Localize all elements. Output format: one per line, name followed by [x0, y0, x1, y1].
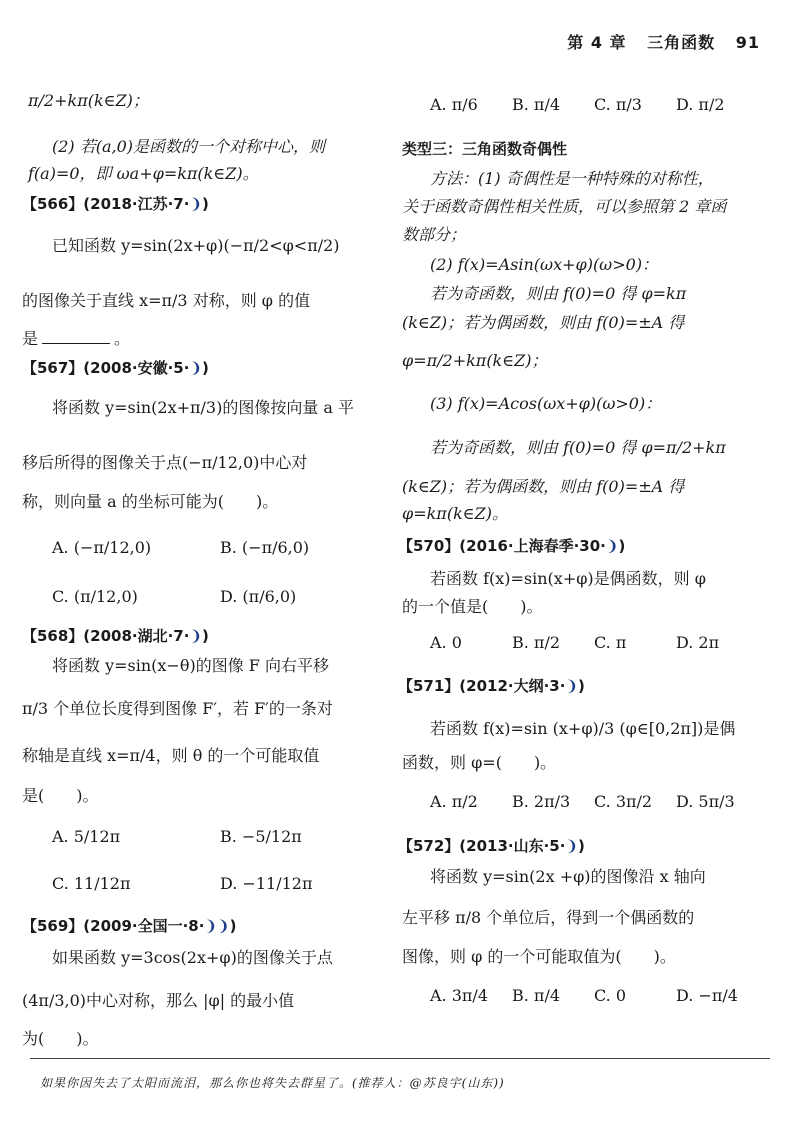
method-line: 若为奇函数，则由 f(0)=0 得 φ=π/2+kπ: [430, 438, 726, 457]
footer-quote: 如果你因失去了太阳而流泪，那么你也将失去群星了。(推荐人：@苏良宇(山东)): [40, 1076, 505, 1090]
question-close: ): [202, 627, 209, 645]
question-text: 的一个值是( )。: [402, 597, 543, 616]
method-line: φ=kπ(k∈Z)。: [402, 504, 508, 523]
question-text: 若函数 f(x)=sin (x+φ)/3 (φ∈[0,2π])是偶: [430, 719, 736, 738]
method-line: (k∈Z)；若为偶函数，则由 f(0)=±A 得: [402, 313, 685, 332]
solution-line: f(a)=0，即 ωa+φ=kπ(k∈Z)。: [28, 164, 259, 183]
question-text: 的图像关于直线 x=π/3 对称，则 φ 的值: [22, 291, 311, 310]
question-number: 【572】(2013·山东·5·: [398, 837, 566, 855]
question-text-end: 。: [114, 329, 131, 348]
question-text: 称，则向量 a 的坐标可能为( )。: [22, 492, 279, 511]
question-number: 【567】(2008·安徽·5·: [22, 359, 190, 377]
question-text: 将函数 y=sin(x−θ)的图像 F 向右平移: [52, 656, 329, 675]
difficulty-icon: ❩: [189, 195, 203, 213]
option-c: C. (π/12,0): [52, 587, 138, 606]
page-number: 91: [735, 33, 760, 52]
difficulty-icon: ❩: [189, 359, 203, 377]
option-d: D. (π/6,0): [220, 587, 297, 606]
method-line: 方法：(1) 奇偶性是一种特殊的对称性，: [430, 169, 714, 188]
question-close: ): [202, 359, 209, 377]
answer-blank: [42, 329, 110, 344]
solution-line: π/2+kπ(k∈Z)；: [28, 91, 149, 110]
option-d: D. π/2: [676, 95, 725, 114]
question-text-start: 是: [22, 329, 39, 348]
question-570-header: [398, 535, 625, 557]
chapter-title: 三角函数: [647, 33, 716, 52]
question-text: [22, 328, 130, 350]
option-c: C. 0: [594, 986, 627, 1005]
question-text: 称轴是直线 x=π/4，则 θ 的一个可能取值: [22, 746, 320, 765]
solution-line: (2) 若(a,0)是函数的一个对称中心，则: [52, 137, 326, 156]
option-c: C. 11/12π: [52, 874, 131, 893]
difficulty-icon: ❩: [605, 537, 619, 555]
method-line: (k∈Z)；若为偶函数，则由 f(0)=±A 得: [402, 477, 685, 496]
question-close: ): [202, 195, 209, 213]
option-b: B. 2π/3: [512, 792, 571, 811]
question-text: (4π/3,0)中心对称，那么 |φ| 的最小值: [22, 991, 295, 1010]
option-b: B. π/4: [512, 986, 561, 1005]
question-close: ): [618, 537, 626, 555]
option-a: A. (−π/12,0): [52, 538, 152, 557]
question-text: 是( )。: [22, 786, 99, 805]
question-number: 【566】(2018·江苏·7·: [22, 195, 190, 213]
question-572-header: [398, 835, 585, 857]
method-line: φ=π/2+kπ(k∈Z)；: [402, 351, 548, 370]
question-text: 若函数 f(x)=sin(x+φ)是偶函数，则 φ: [430, 569, 706, 588]
method-line: (2) f(x)=Asin(ωx+φ)(ω>0)：: [430, 255, 659, 274]
question-text: 移后所得的图像关于点(−π/12,0)中心对: [22, 453, 308, 472]
option-d: D. −11/12π: [220, 874, 313, 893]
method-line: (3) f(x)=Acos(ωx+φ)(ω>0)：: [430, 394, 662, 413]
method-line: 数部分；: [402, 225, 467, 244]
question-number: 【569】(2009·全国一·8·: [22, 917, 205, 935]
option-c: C. π: [594, 633, 627, 652]
difficulty-icon: ❩: [565, 837, 579, 855]
option-d: D. 2π: [676, 633, 720, 652]
question-569-header: [22, 915, 236, 937]
option-a: A. 0: [430, 633, 462, 652]
question-close: ): [229, 917, 237, 935]
difficulty-icon: ❩: [189, 627, 203, 645]
question-text: 函数，则 φ=( )。: [402, 753, 557, 772]
question-text: 图像，则 φ 的一个可能取值为( )。: [402, 947, 676, 966]
option-c: C. 3π/2: [594, 792, 653, 811]
option-a: A. π/2: [430, 792, 478, 811]
option-b: B. π/4: [512, 95, 561, 114]
page-header: [553, 30, 760, 53]
footer-divider: [30, 1058, 770, 1059]
difficulty-icon: ❩: [565, 677, 579, 695]
option-b: B. −5/12π: [220, 827, 302, 846]
difficulty-icon: ❩❩: [204, 917, 230, 935]
question-number: 【571】(2012·大纲·3·: [398, 677, 566, 695]
option-a: A. 3π/4: [430, 986, 488, 1005]
question-text: 将函数 y=sin(2x+π/3)的图像按向量 a 平: [52, 398, 355, 417]
question-566-header: [22, 193, 209, 215]
method-line: 关于函数奇偶性相关性质，可以参照第 2 章函: [402, 197, 727, 216]
option-c: C. π/3: [594, 95, 642, 114]
question-567-header: [22, 357, 209, 379]
question-text: 将函数 y=sin(2x +φ)的图像沿 x 轴向: [430, 867, 706, 886]
question-close: ): [578, 677, 585, 695]
question-text: 如果函数 y=3cos(2x+φ)的图像关于点: [52, 948, 333, 967]
option-b: B. (−π/6,0): [220, 538, 310, 557]
question-number: 【568】(2008·湖北·7·: [22, 627, 190, 645]
question-text: 已知函数 y=sin(2x+φ)(−π/2<φ<π/2): [52, 236, 340, 255]
question-text: π/3 个单位长度得到图像 F′，若 F′的一条对: [22, 699, 333, 718]
option-a: A. 5/12π: [52, 827, 121, 846]
question-568-header: [22, 625, 209, 647]
question-571-header: [398, 675, 585, 697]
option-b: B. π/2: [512, 633, 561, 652]
option-a: A. π/6: [430, 95, 478, 114]
question-text: 为( )。: [22, 1029, 99, 1048]
option-d: D. 5π/3: [676, 792, 735, 811]
option-d: D. −π/4: [676, 986, 738, 1005]
chapter-label: 第 4 章: [567, 33, 627, 52]
section-title: 类型三：三角函数奇偶性: [402, 140, 568, 158]
method-line: 若为奇函数，则由 f(0)=0 得 φ=kπ: [430, 284, 687, 303]
question-text: 左平移 π/8 个单位后，得到一个偶函数的: [402, 908, 695, 927]
question-number: 【570】(2016·上海春季·30·: [398, 537, 606, 555]
question-close: ): [578, 837, 585, 855]
